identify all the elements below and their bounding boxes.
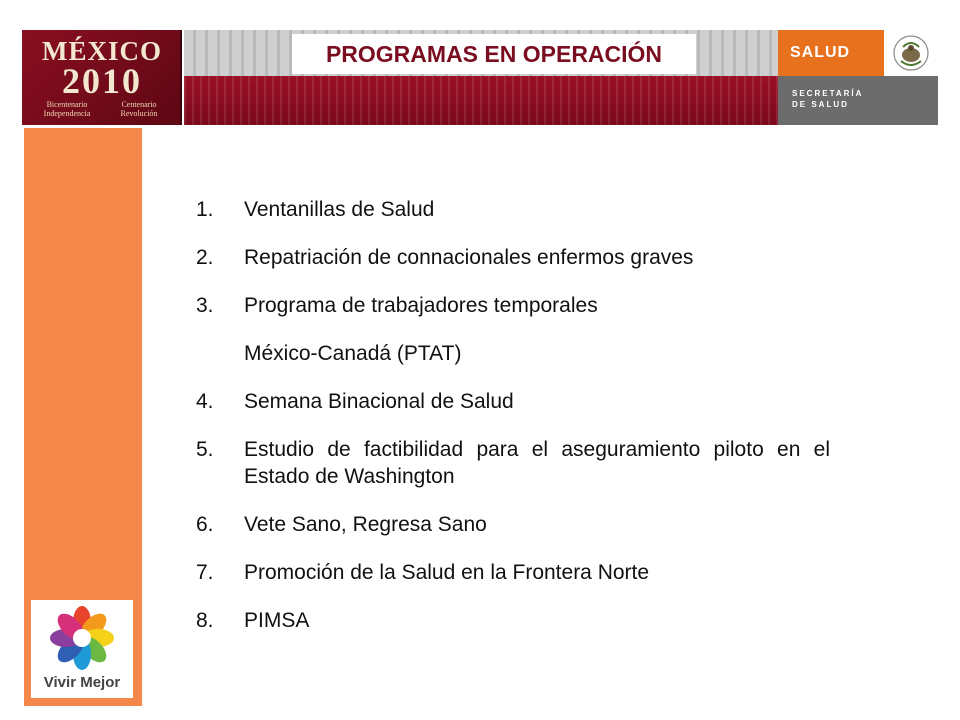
page-title: PROGRAMAS EN OPERACIÓN — [325, 40, 663, 67]
list-item-number: 5. — [196, 438, 214, 461]
list-item-text: Repatriación de connacionales enfermos graves — [244, 246, 694, 269]
list-item-text: PIMSA — [244, 609, 310, 632]
logo-centenario — [104, 100, 174, 118]
logo-bicentenario — [32, 100, 102, 118]
list-item-text: Ventanillas de Salud — [244, 198, 435, 221]
program-list — [196, 196, 830, 634]
list-item-text: Programa de trabajadores temporales — [244, 294, 598, 317]
list-item — [196, 559, 830, 586]
list-item — [196, 388, 830, 415]
list-item-number: 4. — [196, 390, 214, 413]
salud-label: SALUD — [790, 44, 851, 61]
secretaria-line2: DE SALUD — [792, 100, 849, 109]
list-item-text: Promoción de la Salud en la Frontera Norte — [244, 561, 650, 584]
list-item-number: 1. — [196, 198, 214, 221]
list-item-text: Vete Sano, Regresa Sano — [244, 513, 487, 536]
banner-pattern-bottom — [184, 76, 778, 125]
list-item-number: 7. — [196, 561, 214, 584]
list-item — [196, 340, 830, 367]
salud-label-box — [778, 30, 884, 76]
list-item — [196, 292, 830, 319]
secretaria-line1: SECRETARÍA — [792, 89, 864, 98]
secretaria-box — [778, 76, 938, 125]
list-item — [196, 607, 830, 634]
logo-mexico-text: MÉXICO — [42, 36, 162, 66]
list-item-number: 6. — [196, 513, 214, 536]
list-item-number: 8. — [196, 609, 214, 632]
list-item-text: México-Canadá (PTAT) — [244, 342, 462, 365]
mexico-2010-logo — [22, 30, 182, 125]
logo-left-line2: Independencia — [43, 109, 91, 118]
logo-right-line1: Centenario — [121, 100, 157, 109]
vivir-mejor-logo — [31, 600, 133, 698]
header-banner — [22, 30, 938, 125]
list-item — [196, 511, 830, 538]
list-item — [196, 196, 830, 223]
title-box — [292, 34, 696, 74]
list-item-text: Estudio de factibilidad para el aseguramiento piloto en el Estado de Washington — [244, 438, 830, 488]
vivir-mejor-text: Vivir Mejor — [43, 674, 121, 691]
mexico-seal-icon — [884, 30, 938, 76]
list-item-number: 2. — [196, 246, 214, 269]
list-item-number: 3. — [196, 294, 214, 317]
list-item-text: Semana Binacional de Salud — [244, 390, 514, 413]
list-item — [196, 244, 830, 271]
logo-right-line2: Revolución — [120, 109, 158, 118]
logo-year-text: 2010 — [62, 61, 142, 101]
vivir-mejor-flower-icon — [31, 600, 133, 674]
list-item — [196, 436, 830, 490]
logo-left-line1: Bicentenario — [46, 100, 88, 109]
